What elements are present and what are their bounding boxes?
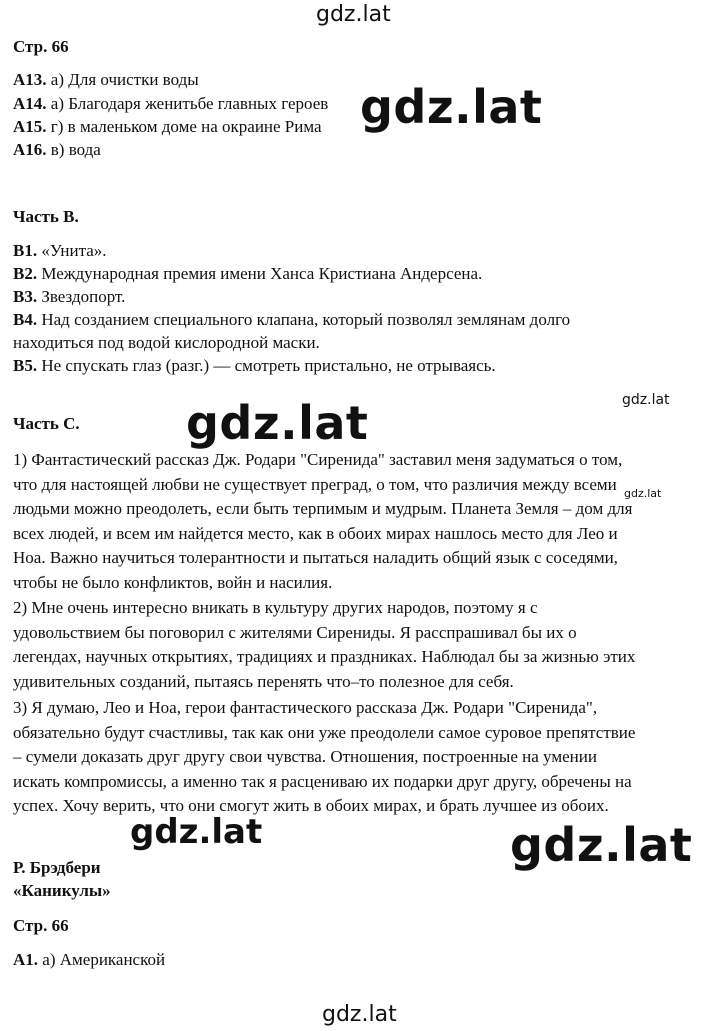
section-title-c: Часть С. (13, 414, 80, 433)
watermark-bottom: gdz.lat (322, 1002, 397, 1027)
watermark-large: gdz.lat (360, 80, 543, 134)
watermark-top: gdz.lat (316, 2, 391, 27)
answer-item: В5. Не спускать глаз (разг.) — смотреть пристально, не отрываясь. (13, 356, 496, 375)
answer-item: А13. а) Для очистки воды (13, 70, 199, 89)
watermark-large: gdz.lat (186, 396, 369, 450)
answer-item: В3. Звездопорт. (13, 287, 126, 306)
answer-item: А15. г) в маленьком доме на окраине Рима (13, 117, 322, 136)
watermark-tiny: gdz.lat (624, 487, 662, 500)
author-name: Р. Брэдбери (13, 858, 101, 877)
essay-paragraph-1: 1) Фантастический рассказ Дж. Родари "Сиренида" заставил меня задуматься о том, что для настоящей любви не существует преград, о том, что различия между всеми людьми можно преодолеть, если быть терпимым и мудрым. Планета Земля – дом для всех людей, и всем им найдется место, как в обоих мирах нашлось место для Лео и Ноа. Важно научиться толерантности и пытаться наладить общий язык с соседями, чтобы не было конфликтов, войн и насилия. (13, 450, 633, 592)
answer-item: В1. «Унита». (13, 241, 107, 260)
watermark-large: gdz.lat (510, 818, 693, 872)
section-title-b: Часть В. (13, 207, 79, 226)
answer-item: А1. а) Американской (13, 950, 166, 969)
answer-item-continuation: находиться под водой кислородной маски. (13, 333, 320, 352)
page-label: Стр. 66 (13, 916, 69, 935)
watermark-small: gdz.lat (622, 392, 670, 408)
answer-item: А14. а) Благодаря женитьбе главных героев (13, 94, 329, 113)
answer-item: А16. в) вода (13, 140, 101, 159)
essay-paragraph-3: 3) Я думаю, Лео и Ноа, герои фантастического рассказа Дж. Родари "Сиренида", обязательно будут счастливы, так как они уже преодолели самое суровое препятствие – сумели доказать друг другу свои чувства. Отношения, построенные на умении искать компромиссы, а именно так я расцениваю их подарки друг другу, обречены на успех. Хочу верить, что они смогут жить в обоих мирах, и брать лучшее из обоих. (13, 698, 636, 815)
essay-paragraph-2: 2) Мне очень интересно вникать в культуру других народов, поэтому я с удовольствием бы поговорил с жителями Сирениды. Я расспрашивал бы их о легендах, научных открытиях, традициях и праздниках. Наблюдал бы за жизнью этих удивительных созданий, пытаясь перенять что–то полезное для себя. (13, 598, 636, 691)
work-title: «Каникулы» (13, 881, 111, 900)
answer-item: В2. Международная премия имени Ханса Кристиана Андерсена. (13, 264, 483, 283)
watermark-medium: gdz.lat (130, 812, 263, 852)
answer-item: В4. Над созданием специального клапана, который позволял землянам долго (13, 310, 571, 329)
page-label: Стр. 66 (13, 37, 69, 56)
